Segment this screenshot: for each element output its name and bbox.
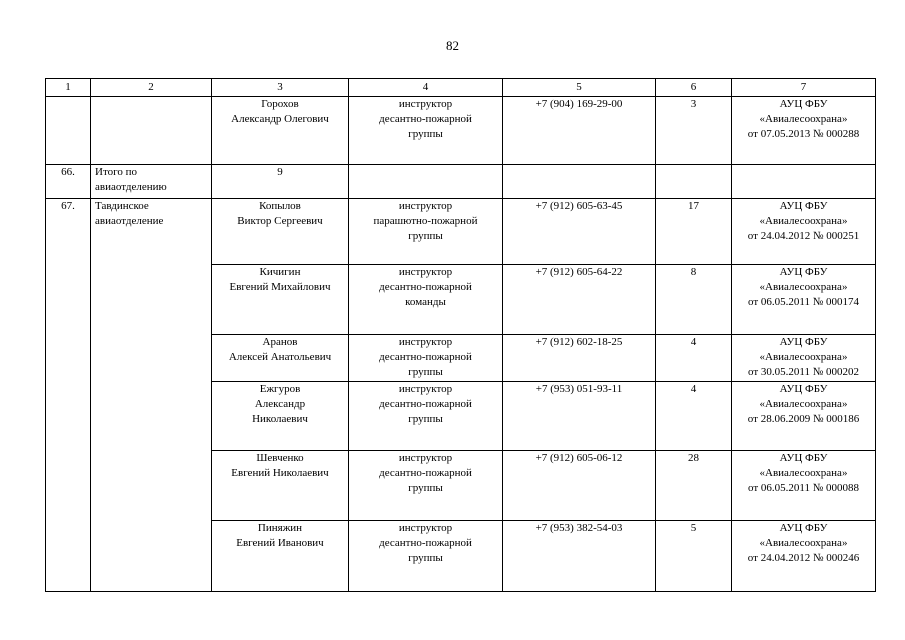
position: инструктор десантно-пожарной группы — [349, 521, 503, 592]
experience: 17 — [656, 199, 732, 265]
person-name: Аранов Алексей Анатольевич — [212, 335, 349, 382]
header-row — [46, 79, 876, 97]
certificate: АУЦ ФБУ «Авиалесоохрана» от 28.06.2009 № 000186 — [732, 382, 876, 451]
phone — [503, 165, 656, 199]
row-number: 66. — [46, 165, 91, 199]
person-name: 9 — [212, 165, 349, 199]
person-name: Кичигин Евгений Михайлович — [212, 265, 349, 335]
table-row — [46, 97, 876, 165]
unit-name — [91, 97, 212, 165]
header-col-4: 4 — [349, 79, 503, 97]
instructors-table — [45, 78, 876, 592]
experience: 3 — [656, 97, 732, 165]
certificate: АУЦ ФБУ «Авиалесоохрана» от 06.05.2011 № 000174 — [732, 265, 876, 335]
header-col-2: 2 — [91, 79, 212, 97]
person-name: Пиняжин Евгений Иванович — [212, 521, 349, 592]
table-row — [46, 165, 876, 199]
position: инструктор десантно-пожарной группы — [349, 335, 503, 382]
position: инструктор десантно-пожарной группы — [349, 382, 503, 451]
position: инструктор десантно-пожарной группы — [349, 97, 503, 165]
phone: +7 (953) 382-54-03 — [503, 521, 656, 592]
experience — [656, 165, 732, 199]
person-name: Горохов Александр Олегович — [212, 97, 349, 165]
phone: +7 (912) 605-64-22 — [503, 265, 656, 335]
header-col-5: 5 — [503, 79, 656, 97]
phone: +7 (912) 605-06-12 — [503, 451, 656, 521]
unit-name: Итого по авиаотделению — [91, 165, 212, 199]
experience: 28 — [656, 451, 732, 521]
header-col-3: 3 — [212, 79, 349, 97]
page-number: 82 — [446, 38, 459, 53]
row-number: 67. — [46, 199, 91, 592]
certificate: АУЦ ФБУ «Авиалесоохрана» от 30.05.2011 № 000202 — [732, 335, 876, 382]
phone: +7 (953) 051-93-11 — [503, 382, 656, 451]
row-number — [46, 97, 91, 165]
header-col-7: 7 — [732, 79, 876, 97]
certificate: АУЦ ФБУ «Авиалесоохрана» от 07.05.2013 № 000288 — [732, 97, 876, 165]
person-name: Копылов Виктор Сергеевич — [212, 199, 349, 265]
header-col-6: 6 — [656, 79, 732, 97]
position: инструктор парашютно-пожарной группы — [349, 199, 503, 265]
table-row — [46, 199, 876, 265]
certificate: АУЦ ФБУ «Авиалесоохрана» от 24.04.2012 № 000246 — [732, 521, 876, 592]
position: инструктор десантно-пожарной команды — [349, 265, 503, 335]
certificate: АУЦ ФБУ «Авиалесоохрана» от 06.05.2011 № 000088 — [732, 451, 876, 521]
header-col-1: 1 — [46, 79, 91, 97]
person-name: Шевченко Евгений Николаевич — [212, 451, 349, 521]
experience: 4 — [656, 382, 732, 451]
experience: 8 — [656, 265, 732, 335]
experience: 5 — [656, 521, 732, 592]
person-name: Ежгуров Александр Николаевич — [212, 382, 349, 451]
experience: 4 — [656, 335, 732, 382]
certificate: АУЦ ФБУ «Авиалесоохрана» от 24.04.2012 № 000251 — [732, 199, 876, 265]
position: инструктор десантно-пожарной группы — [349, 451, 503, 521]
phone: +7 (912) 605-63-45 — [503, 199, 656, 265]
phone: +7 (912) 602-18-25 — [503, 335, 656, 382]
position — [349, 165, 503, 199]
unit-name: Тавдинское авиаотделение — [91, 199, 212, 592]
phone: +7 (904) 169-29-00 — [503, 97, 656, 165]
certificate — [732, 165, 876, 199]
